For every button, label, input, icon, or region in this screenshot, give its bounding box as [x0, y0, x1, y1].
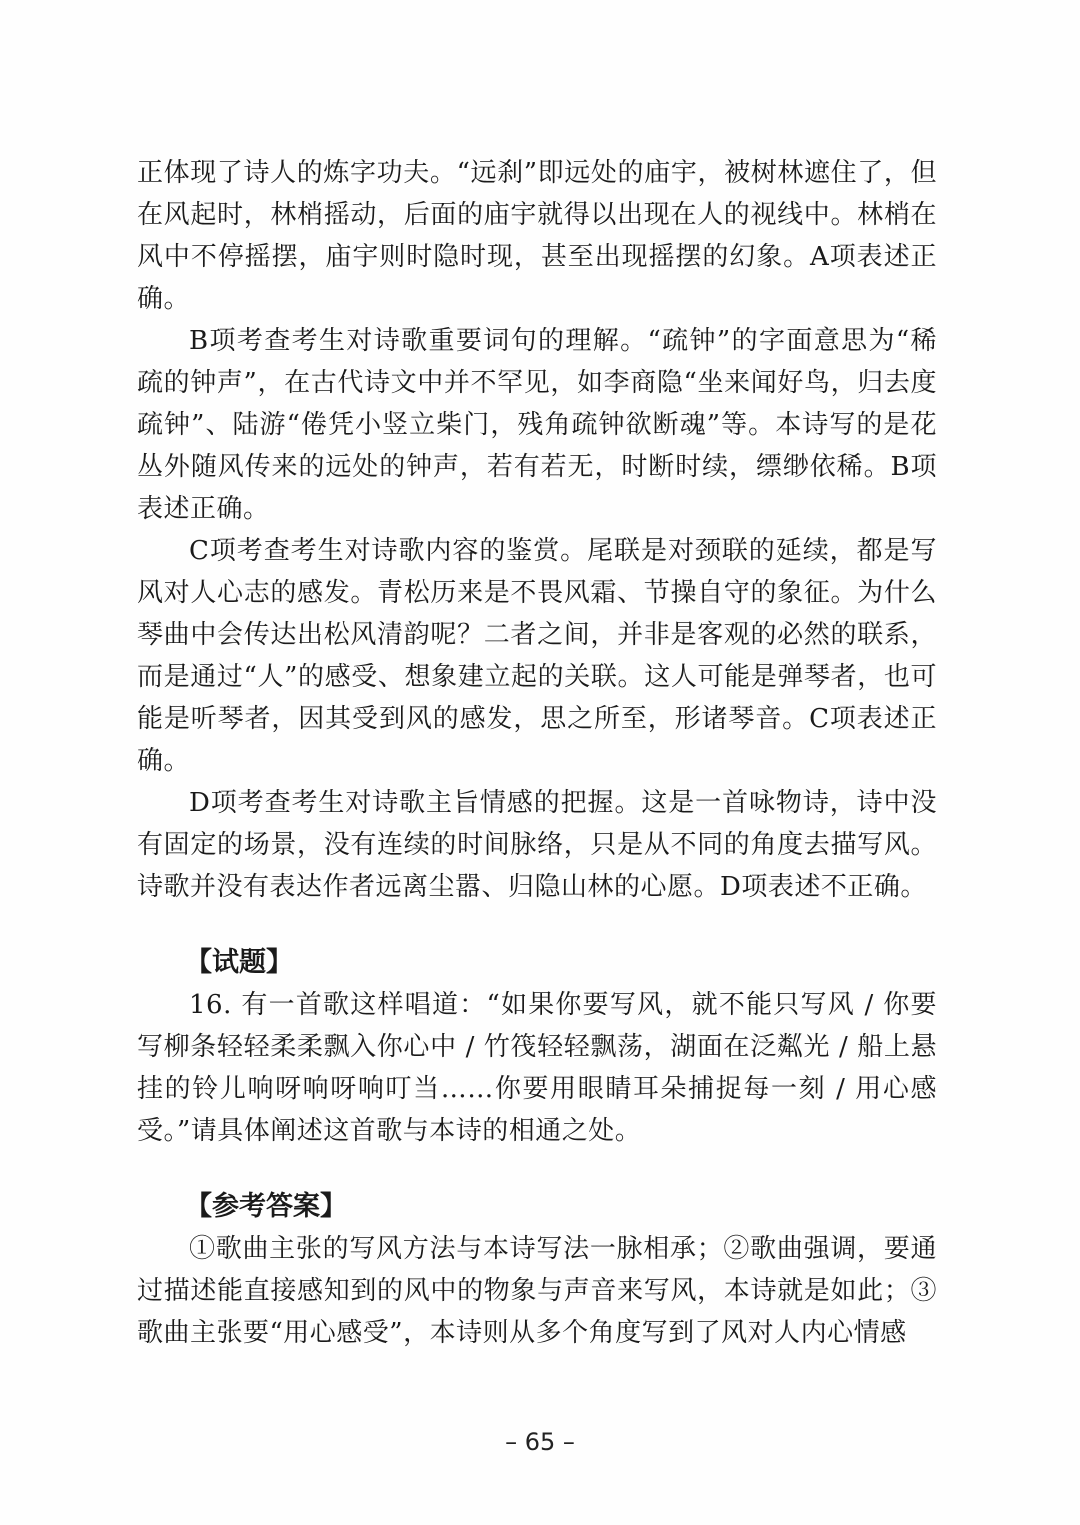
answer-heading: 【参考答案】	[185, 1191, 347, 1222]
section-gap	[137, 1152, 937, 1186]
page-content	[137, 152, 937, 1354]
page-number: – 65 –	[505, 1428, 575, 1456]
paragraph-continuation: 正体现了诗人的炼字功夫。“远刹”即远处的庙宇，被树林遮住了，但在风起时，林梢摇动，后面的庙宇就得以出现在人的视线中。林梢在风中不停摇摆，庙宇则时隐时现，甚至出现摇摆的幻象。A项表述正确。	[137, 158, 937, 314]
question-text: 16. 有一首歌这样唱道：“如果你要写风，就不能只写风 / 你要写柳条轻轻柔柔飘入你心中 / 竹筏轻轻飘荡，湖面在泛粼光 / 船上悬挂的铃儿响呀响呀响叮当……你要用眼睛耳朵捕捉每一刻 / 用心感受。”请具体阐述这首歌与本诗的相通之处。	[137, 990, 937, 1146]
answer-text: ①歌曲主张的写风方法与本诗写法一脉相承；②歌曲强调，要通过描述能直接感知到的风中的物象与声音来写风，本诗就是如此；③歌曲主张要“用心感受”，本诗则从多个角度写到了风对人内心情感	[137, 1234, 937, 1348]
paragraph-option-b: B项考查考生对诗歌重要词句的理解。“疏钟”的字面意思为“稀疏的钟声”，在古代诗文中并不罕见，如李商隐“坐来闻好鸟，归去度疏钟”、陆游“倦凭小竖立柴门，残角疏钟欲断魂”等。本诗写的是花丛外随风传来的远处的钟声，若有若无，时断时续，缥缈依稀。B项表述正确。	[137, 326, 937, 524]
question-heading: 【试题】	[185, 947, 293, 978]
section-gap	[137, 908, 937, 942]
paragraph-option-c: C项考查考生对诗歌内容的鉴赏。尾联是对颈联的延续，都是写风对人心志的感发。青松历来是不畏风霜、节操自守的象征。为什么琴曲中会传达出松风清韵呢？二者之间，并非是客观的必然的联系，而是通过“人”的感受、想象建立起的关联。这人可能是弹琴者，也可能是听琴者，因其受到风的感发，思之所至，形诸琴音。C项表述正确。	[137, 536, 937, 776]
paragraph-option-d: D项考查考生对诗歌主旨情感的把握。这是一首咏物诗，诗中没有固定的场景，没有连续的时间脉络，只是从不同的角度去描写风。诗歌并没有表达作者远离尘嚣、归隐山林的心愿。D项表述不正确。	[137, 788, 937, 902]
